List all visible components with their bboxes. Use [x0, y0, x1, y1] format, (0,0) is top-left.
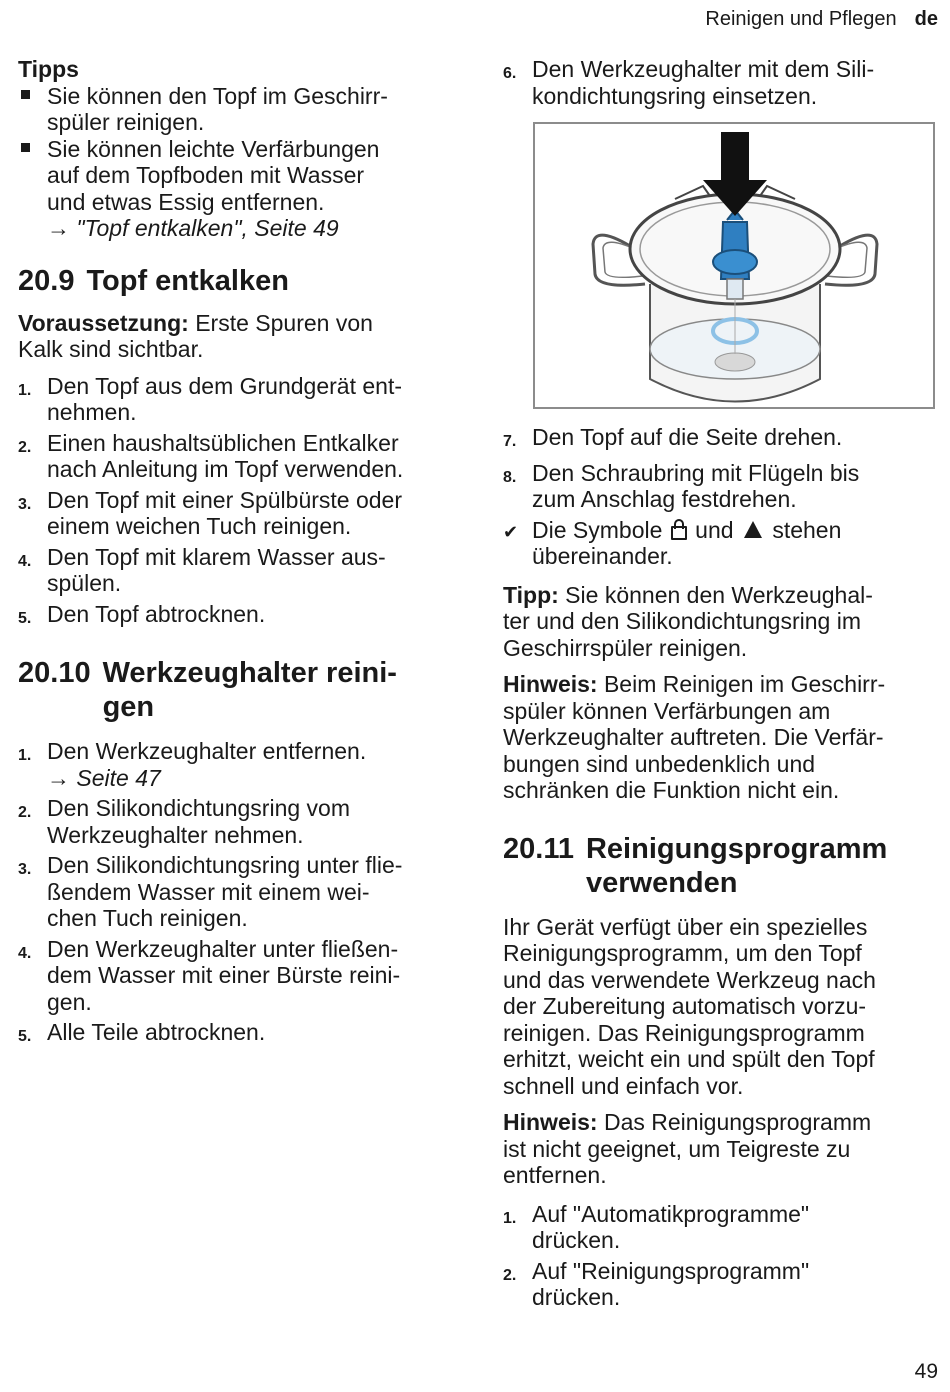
list-item: 7. Den Topf auf die Seite drehen. — [503, 424, 843, 450]
page-header — [705, 8, 938, 31]
list-item: 1. Den Topf aus dem Grundgerät ent- nehmen. — [18, 372, 403, 425]
step-cross-reference[interactable]: → Seite 47 — [47, 764, 161, 791]
steps-20-11 — [503, 1201, 935, 1311]
left-column — [18, 56, 458, 1055]
lock-icon — [671, 526, 687, 540]
tool-holder-insertion-figure — [535, 124, 933, 407]
result-item: ✔ Die Symbole und stehen übereinander. — [503, 516, 842, 569]
list-item: 4. Den Werkzeughalter unter fließen- dem Wasser mit einer Bürste reini- gen. — [18, 935, 401, 1015]
square-bullet-icon — [21, 90, 30, 99]
intro-paragraph: Ihr Gerät verfügt über ein spezielles Reinigungsprogramm, um den Topf und das verwendete Werkzeug nach der Zubereitung automatisch vorzu- reinigen. Das Reinigungsprogramm erhitzt, weicht ein und spült den Topf schnell und einfach vor. — [503, 913, 876, 1099]
list-item: 3. Den Topf mit einer Spülbürste oder einem weichen Tuch reinigen. — [18, 486, 402, 539]
list-item: 5. Alle Teile abtrocknen. — [18, 1019, 266, 1045]
note-paragraph-2: Hinweis: Das Reinigungsprogramm ist nicht geeignet, um Teigreste zu entfernen. — [503, 1109, 872, 1188]
steps-20-9 — [18, 373, 458, 633]
list-item: 5. Den Topf abtrocknen. — [18, 600, 266, 627]
tips-title: Tipps — [18, 56, 79, 82]
prerequisite: Voraussetzung: Erste Spuren von Kalk sind sichtbar. — [18, 309, 373, 362]
triangle-icon — [744, 521, 762, 538]
list-item: 1. Den Werkzeughalter entfernen. → Seite 47 — [18, 738, 367, 791]
page-number: 49 — [914, 1360, 938, 1383]
steps-20-10 — [18, 738, 458, 1051]
list-item: 3. Den Silikondichtungsring unter flie- ßendem Wasser mit einem wei- chen Tuch reinigen. — [18, 852, 403, 931]
step-6 — [503, 56, 935, 109]
right-column — [503, 56, 935, 113]
section-title: Reinigen und Pflegen — [705, 8, 897, 30]
list-item: 8. Den Schraubring mit Flügeln bis zum Anschlag festdrehen. — [503, 459, 860, 512]
list-item: 2. Auf "Reinigungsprogramm" drücken. — [503, 1257, 810, 1310]
tips-cross-reference[interactable]: → "Topf entkalken", Seite 49 — [47, 215, 339, 241]
note-paragraph: Hinweis: Beim Reinigen im Geschirr- spüler können Verfärbungen am Werkzeughalter auftreten. Die Verfär- bungen sind unbedenklich und schränken die Funktion nicht ein. — [503, 671, 886, 803]
steps-7-8 — [503, 424, 935, 570]
list-item: 6. Den Werkzeughalter mit dem Sili- kondichtungsring einsetzen. — [503, 56, 875, 109]
section-heading-20-10: 20.10 Werkzeughalter reini- gen — [18, 657, 397, 723]
list-item: 4. Den Topf mit klarem Wasser aus- spülen. — [18, 543, 386, 596]
square-bullet-icon — [21, 143, 30, 152]
tips-list — [18, 83, 458, 216]
list-item: 1. Auf "Automatikprogramme" drücken. — [503, 1200, 810, 1253]
tip-paragraph: Tipp: Sie können den Werkzeughal- ter und den Silikondichtungsring im Geschirrspüler reinigen. — [503, 581, 873, 661]
right-column-lower — [503, 424, 935, 1315]
list-item: Sie können leichte Verfärbungen auf dem Topfboden mit Wasser und etwas Essig entfernen. — [18, 136, 458, 216]
list-item: 2. Den Silikondichtungsring vom Werkzeughalter nehmen. — [18, 795, 350, 848]
list-item: Sie können den Topf im Geschirr- spüler reinigen. — [18, 83, 458, 136]
list-item: 2. Einen haushaltsüblichen Entkalker nach Anleitung im Topf verwenden. — [18, 429, 404, 482]
language-code: de — [914, 8, 938, 30]
checkmark-icon: ✔ — [503, 521, 519, 542]
section-heading-20-11: 20.11 Reinigungsprogramm verwenden — [503, 832, 888, 899]
pot-illustration — [533, 122, 935, 409]
section-heading-20-9: 20.9 Topf entkalken — [18, 264, 289, 297]
